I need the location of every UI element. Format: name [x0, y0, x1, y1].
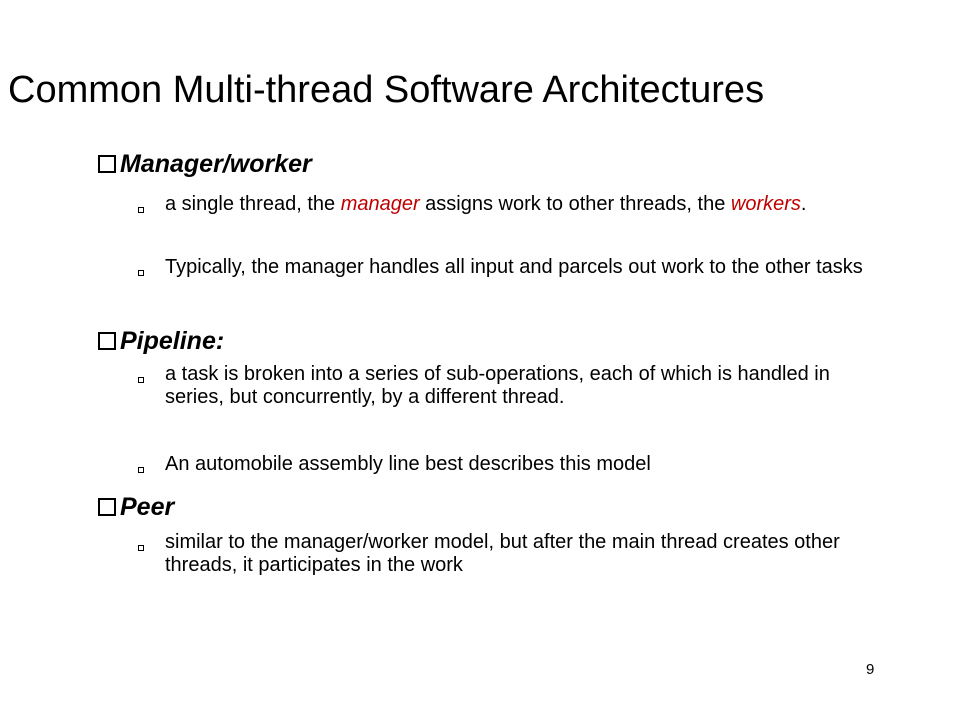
bullet-text-part: . — [800, 193, 807, 215]
section-heading-text: Pipeline: — [120, 327, 225, 355]
page-number: 9 — [866, 661, 875, 678]
hollow-square-bullet-icon — [98, 498, 116, 516]
bullet-text-part: An automobile assembly line best describes this model — [165, 453, 651, 475]
small-square-bullet-icon — [138, 270, 144, 276]
bullet-text — [165, 363, 875, 409]
bullet-text — [165, 453, 875, 476]
bullet-text-part: similar to the manager/worker model, but after the main thread creates other threads, it participates in the work — [165, 531, 840, 576]
bullet-text-part: assigns work to other threads, the — [419, 193, 731, 215]
bullet-text-part: a task is broken into a series of sub-operations, each of which is handled in series, but concurrently, by a different thread. — [165, 363, 830, 408]
bullet-text — [165, 256, 875, 279]
small-square-bullet-icon — [138, 207, 144, 213]
small-square-bullet-icon — [138, 545, 144, 551]
bullet-text — [165, 193, 875, 216]
bullet-text — [165, 531, 875, 577]
emphasis-manager: manager — [340, 193, 420, 215]
hollow-square-bullet-icon — [98, 332, 116, 350]
section-heading-text: Manager/worker — [120, 150, 312, 178]
slide-title: Common Multi-thread Software Architectures — [8, 69, 765, 111]
small-square-bullet-icon — [138, 377, 144, 383]
bullet-text-part: Typically, the manager handles all input and parcels out work to the other tasks — [165, 256, 863, 278]
small-square-bullet-icon — [138, 467, 144, 473]
section-heading-text: Peer — [120, 493, 175, 521]
bullet-text-part: a single thread, the — [165, 193, 341, 215]
emphasis-workers: workers — [730, 193, 801, 215]
hollow-square-bullet-icon — [98, 155, 116, 173]
